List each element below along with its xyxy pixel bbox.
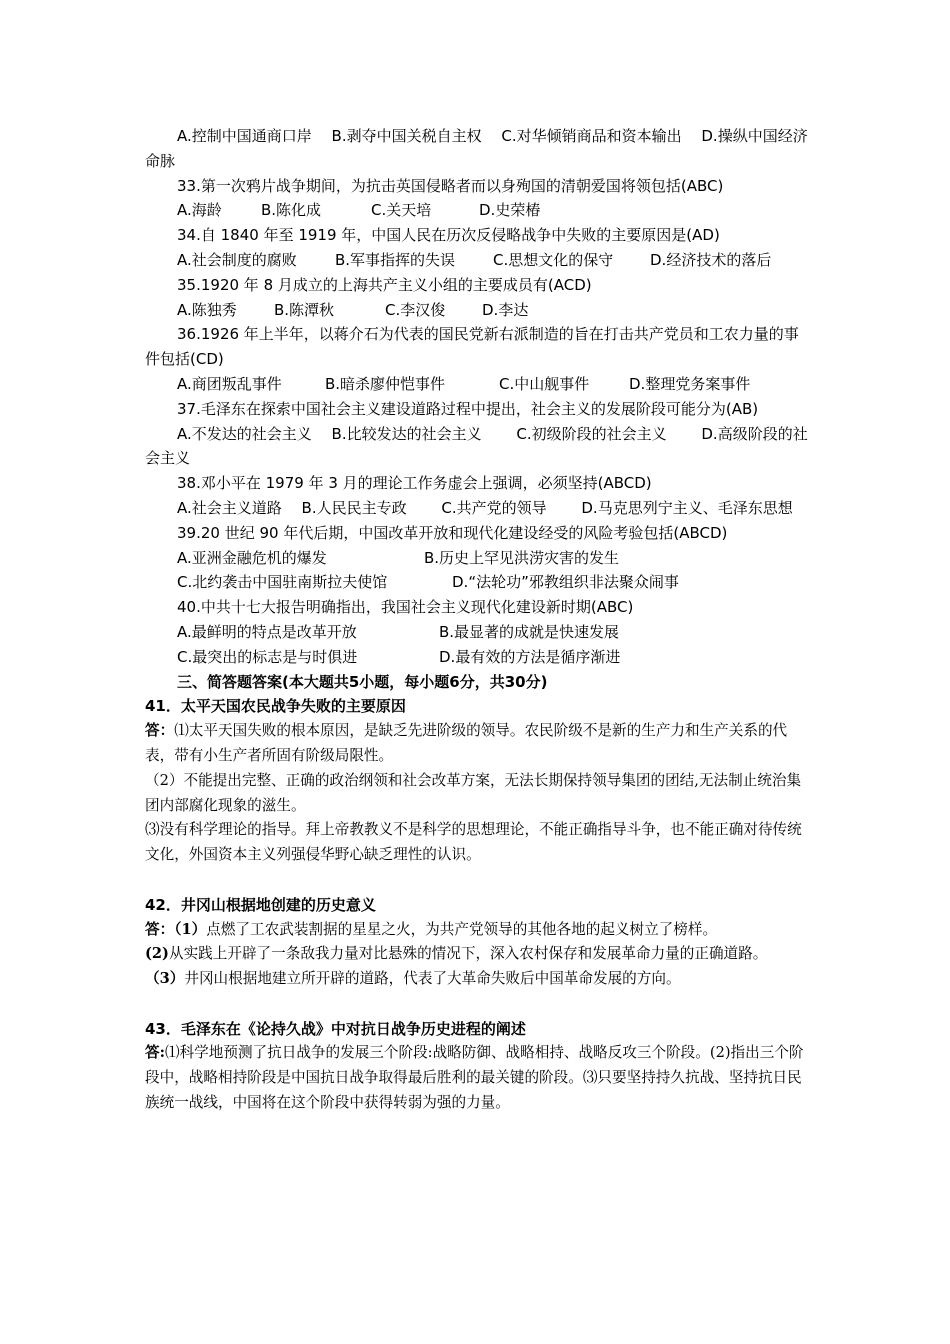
- document-body: [145, 124, 810, 1116]
- q34-option-c: C.思想文化的保守: [493, 250, 614, 269]
- answer-41-text-1: ⑴太平天国失败的根本原因，是缺乏先进阶级的领导。农民阶级不是新的生产力和生产关系的代表，带有小生产者所固有阶级局限性。: [145, 722, 788, 764]
- q39-option-d: D.“法轮功”邪教组织非法聚众闹事: [452, 573, 679, 592]
- q40-option-a: A.最鲜明的特点是改革开放: [177, 622, 357, 641]
- answer-42-para-3: [145, 967, 810, 992]
- answer-42-num-1: （1）: [174, 920, 207, 938]
- q34-options: [145, 248, 810, 273]
- q33-option-d: D.史荣椿: [479, 201, 541, 220]
- section-3-heading: 三、简答题答案(本大题共5小题，每小题6分，共30分): [177, 672, 548, 691]
- q40-options-row-1: [145, 620, 810, 645]
- q39-option-a: A.亚洲金融危机的爆发: [177, 548, 327, 567]
- q35-options: [145, 298, 810, 323]
- q36-options: [145, 372, 810, 397]
- q39-stem: 39.20 世纪 90 年代后期，中国改革开放和现代化建设经受的风险考验包括(ABCD): [177, 523, 728, 542]
- answer-42-text-1: 点燃了工农武装割据的星星之火，为共产党领导的其他各地的起义树立了榜样。: [206, 920, 718, 938]
- q40-options-row-2: [145, 645, 810, 670]
- answer-43-title: 43．毛泽东在《论持久战》中对抗日战争历史进程的阐述: [145, 1019, 526, 1038]
- q35-option-b: B.陈潭秋: [274, 300, 335, 319]
- q36-stem: 36.1926 年上半年，以蒋介石为代表的国民党新右派制造的旨在打击共产党员和工农力量的事件包括(CD): [145, 325, 799, 369]
- answer-42-label: 答：: [145, 920, 175, 938]
- answer-41-para-1: [145, 719, 810, 769]
- q35-option-d: D.李达: [482, 300, 529, 319]
- q33-stem: 33.第一次鸦片战争期间，为抗击英国侵略者而以身殉国的清朝爱国将领包括(ABC): [177, 176, 724, 195]
- answer-41-label: 答：: [145, 722, 175, 740]
- q39-options-row-1: [145, 546, 810, 571]
- q38-options: A.社会主义道路 B.人民民主专政 C.共产党的领导 D.马克思列宁主义、毛泽东思想: [177, 498, 793, 517]
- answer-42-text-3: 井冈山根据地建立所开辟的道路，代表了大革命失败后中国革命发展的方向。: [184, 970, 681, 988]
- q40-option-d: D.最有效的方法是循序渐进: [439, 647, 621, 666]
- q36-option-c: C.中山舰事件: [499, 374, 590, 393]
- q35-stem: 35.1920 年 8 月成立的上海共产主义小组的主要成员有(ACD): [177, 275, 592, 294]
- answer-43-text-1: ⑴科学地预测了抗日战争的发展三个阶段:战略防御、战略相持、战略反攻三个阶段。(2)指出三个阶段中，战略相持阶段是中国抗日战争取得最后胜利的最关键的阶段。⑶只要坚持持久抗战、坚持抗日民族统一战线，中国将在这个阶段中获得转弱为强的力量。: [145, 1044, 804, 1112]
- answer-41-title: 41．太平天国农民战争失败的主要原因: [145, 697, 406, 716]
- q35-option-c: C.李汉俊: [385, 300, 446, 319]
- answer-42-num-3: （3）: [145, 970, 185, 988]
- q36-option-b: B.暗杀廖仲恺事件: [325, 374, 446, 393]
- q36-option-d: D.整理党务案事件: [629, 374, 751, 393]
- q33-option-a: A.海龄: [177, 201, 222, 220]
- answer-43-para-1: [145, 1041, 810, 1115]
- q40-option-b: B.最显著的成就是快速发展: [439, 622, 620, 641]
- q37-options: A.不发达的社会主义 B.比较发达的社会主义 C.初级阶段的社会主义 D.高级阶段的社会主义: [145, 424, 808, 468]
- q33-option-b: B.陈化成: [261, 201, 322, 220]
- answer-41-para-3: ⑶没有科学理论的指导。拜上帝教教义不是科学的思想理论，不能正确指导斗争，也不能正确对待传统文化，外国资本主义列强侵华野心缺乏理性的认识。: [145, 821, 802, 864]
- q37-stem: 37.毛泽东在探索中国社会主义建设道路过程中提出，社会主义的发展阶段可能分为(AB): [177, 399, 759, 418]
- q40-option-c: C.最突出的标志是与时俱进: [177, 647, 358, 666]
- q38-stem: 38.邓小平在 1979 年 3 月的理论工作务虚会上强调，必须坚持(ABCD): [177, 474, 652, 493]
- q36-option-a: A.商团叛乱事件: [177, 374, 282, 393]
- q32-options: A.控制中国通商口岸 B.剥夺中国关税自主权 C.对华倾销商品和资本输出 D.操纵中国经济命脉: [145, 127, 808, 170]
- answer-42-num-2: (2): [145, 945, 169, 963]
- answer-41-para-2: （2）不能提出完整、正确的政治纲领和社会改革方案，无法长期保持领导集团的团结,无法制止统治集团内部腐化现象的滋生。: [145, 771, 802, 814]
- q39-options-row-2: [145, 570, 810, 595]
- q39-option-b: B.历史上罕见洪涝灾害的发生: [424, 548, 620, 567]
- answer-43-label: 答:: [145, 1044, 165, 1062]
- spacer: [145, 992, 810, 1017]
- spacer: [145, 868, 810, 893]
- q39-option-c: C.北约袭击中国驻南斯拉夫使馆: [177, 573, 388, 592]
- q33-option-c: C.关天培: [371, 201, 432, 220]
- q34-option-d: D.经济技术的落后: [650, 250, 772, 269]
- answer-42-title: 42．井冈山根据地创建的历史意义: [145, 895, 376, 914]
- answer-42-text-2: 从实践上开辟了一条敌我力量对比悬殊的情况下，深入农村保存和发展革命力量的正确道路。: [168, 945, 768, 963]
- answer-42-para-2: [145, 942, 810, 967]
- q40-stem: 40.中共十七大报告明确指出，我国社会主义现代化建设新时期(ABC): [177, 598, 634, 617]
- q35-option-a: A.陈独秀: [177, 300, 237, 319]
- q34-stem: 34.自 1840 年至 1919 年，中国人民在历次反侵略战争中失败的主要原因是(AD): [177, 226, 720, 245]
- q34-option-b: B.军事指挥的失误: [335, 250, 456, 269]
- answer-42-para-1: [145, 918, 810, 943]
- q33-options: [145, 198, 810, 223]
- q34-option-a: A.社会制度的腐败: [177, 250, 297, 269]
